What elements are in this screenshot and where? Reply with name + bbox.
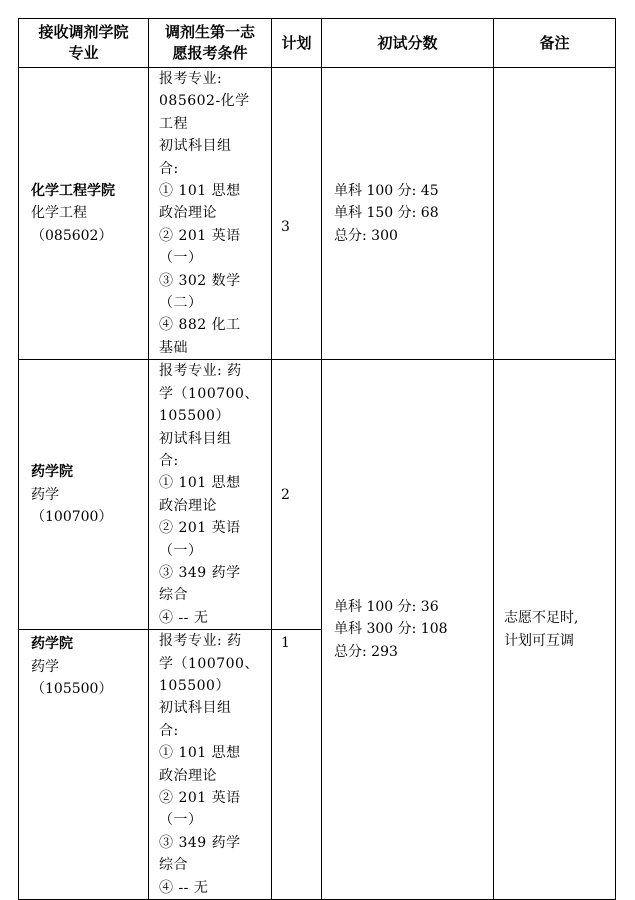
header-note: 备注 <box>494 19 616 68</box>
condition-cell <box>149 360 272 630</box>
condition-line: ① 101 思想 <box>159 475 241 492</box>
condition-line: 105500） <box>159 677 230 694</box>
score-line: 单科 300 分: 108 <box>334 621 448 638</box>
note-cell-shared <box>494 360 616 900</box>
score-line: 总分: 293 <box>334 643 398 660</box>
condition-line: ④ -- 无 <box>159 609 209 626</box>
condition-line: 合: <box>159 452 179 469</box>
condition-line: 政治理论 <box>159 497 217 514</box>
major-name: 化学工程 <box>31 205 87 222</box>
condition-line: ④ -- 无 <box>159 879 209 896</box>
score-line: 总分: 300 <box>334 227 398 244</box>
condition-line: ③ 302 数学 <box>159 272 241 289</box>
table-header-row <box>19 19 616 68</box>
score-cell-shared <box>322 360 494 900</box>
condition-line: 报考专业: 药 <box>159 363 242 380</box>
plan-cell: 1 <box>272 630 322 900</box>
condition-line: 基础 <box>159 339 188 356</box>
condition-line: ② 201 英语 <box>159 790 241 806</box>
table-row <box>19 68 616 360</box>
table-row <box>19 360 616 630</box>
condition-cell <box>149 68 272 360</box>
condition-line: 政治理论 <box>159 767 217 784</box>
header-college-line2: 专业 <box>68 44 99 62</box>
condition-line: 初试科目组 <box>159 138 232 155</box>
major-code: （085602） <box>31 227 113 244</box>
header-college <box>19 19 149 68</box>
college-name: 化学工程学院 <box>31 183 115 200</box>
header-condition-line2: 愿报考条件 <box>172 44 248 62</box>
condition-line: 综合 <box>159 587 188 604</box>
college-cell <box>19 630 149 900</box>
condition-line: （二） <box>159 295 203 312</box>
condition-line: 报考专业: <box>159 71 223 87</box>
condition-line: （一） <box>159 812 203 829</box>
condition-line: 报考专业: 药 <box>159 633 242 650</box>
college-cell <box>19 68 149 360</box>
condition-line: ② 201 英语 <box>159 227 241 244</box>
header-college-line1: 接收调剂学院 <box>38 23 129 41</box>
plan-cell: 3 <box>272 68 322 360</box>
college-name: 药学院 <box>31 464 73 481</box>
college-name: 药学院 <box>31 636 73 653</box>
condition-line: ④ 882 化工 <box>159 317 241 334</box>
condition-line: 政治理论 <box>159 205 217 222</box>
header-score: 初试分数 <box>322 19 494 68</box>
condition-line: （一） <box>159 542 203 559</box>
score-line: 单科 150 分: 68 <box>334 205 439 222</box>
condition-line: 合: <box>159 160 179 177</box>
condition-line: 学（100700、 <box>159 655 259 672</box>
condition-line: 085602-化学 <box>159 93 250 110</box>
condition-line: 初试科目组 <box>159 700 232 717</box>
condition-line: ③ 349 药学 <box>159 564 241 581</box>
header-condition <box>149 19 272 68</box>
condition-line: 初试科目组 <box>159 430 232 447</box>
condition-line: （一） <box>159 250 203 267</box>
header-condition-line1: 调剂生第一志 <box>164 23 255 41</box>
condition-line: ① 101 思想 <box>159 745 241 762</box>
condition-cell <box>149 630 272 900</box>
adjustment-table <box>18 18 616 900</box>
score-cell <box>322 68 494 360</box>
condition-line: 综合 <box>159 857 188 874</box>
header-plan: 计划 <box>272 19 322 68</box>
condition-line: ③ 349 药学 <box>159 834 241 851</box>
condition-line: 学（100700、 <box>159 385 259 402</box>
score-line: 单科 100 分: 36 <box>334 599 439 616</box>
major-code: （100700） <box>31 508 113 525</box>
condition-line: ② 201 英语 <box>159 520 241 537</box>
major-name: 药学 <box>31 486 59 503</box>
score-line: 单科 100 分: 45 <box>334 183 439 200</box>
condition-line: 工程 <box>159 115 188 132</box>
major-name: 药学 <box>31 658 59 675</box>
condition-line: ① 101 思想 <box>159 183 241 200</box>
note-cell <box>494 68 616 360</box>
condition-line: 合: <box>159 722 179 739</box>
note-line: 志愿不足时, <box>504 610 579 627</box>
college-cell <box>19 360 149 630</box>
plan-cell: 2 <box>272 360 322 630</box>
condition-line: 105500） <box>159 408 230 425</box>
note-line: 计划可互调 <box>504 632 574 649</box>
major-code: （105500） <box>31 680 113 697</box>
